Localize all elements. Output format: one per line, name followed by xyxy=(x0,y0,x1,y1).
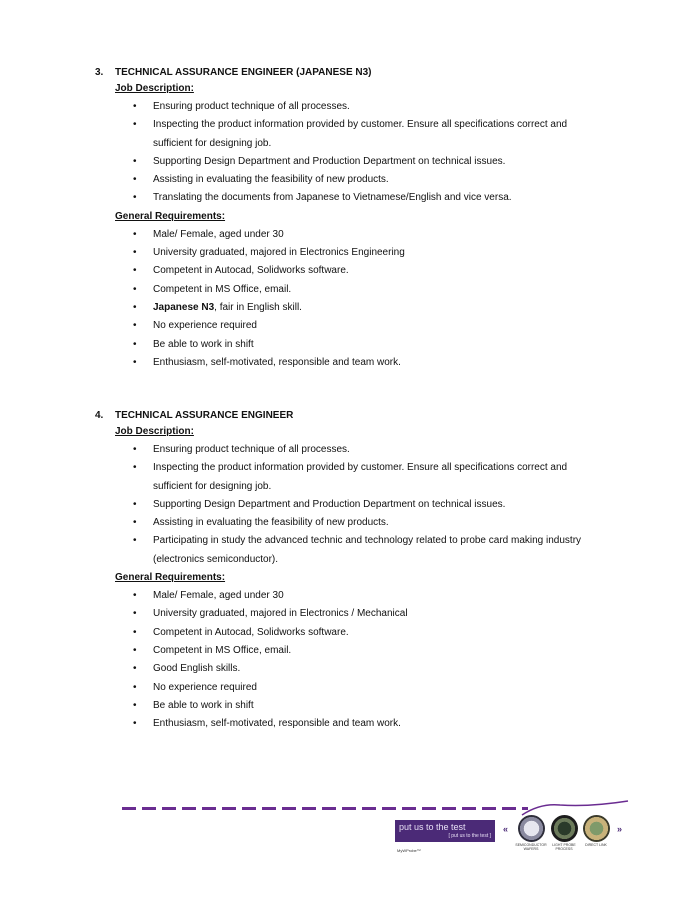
list-item: • Good English skills. xyxy=(133,663,241,675)
list-item: • Translating the documents from Japanese to Vietnamese/English and vice versa. xyxy=(133,192,512,204)
list-item: • Competent in Autocad, Solidworks software. xyxy=(133,626,349,638)
list-item: • Ensuring product technique of all processes. xyxy=(133,101,350,112)
brand-label: MyWProbe™ xyxy=(397,848,421,853)
section-title xyxy=(95,409,655,423)
footer-banner: put us to the test [ put us to the test ] xyxy=(395,820,495,842)
job-description-heading: Job Description: xyxy=(115,83,194,94)
list-item: • No experience required xyxy=(133,320,257,332)
prev-arrow-icon: « xyxy=(503,824,509,834)
japanese-level: Japanese N3 xyxy=(153,301,215,313)
page-footer xyxy=(0,790,700,905)
section-title xyxy=(95,66,655,80)
list-item: • Inspecting the product information provided by customer. Ensure all specifications correct and sufficient for designing job. xyxy=(133,119,568,149)
job-description-heading: Job Description: xyxy=(115,426,194,437)
general-requirements-list xyxy=(95,226,655,372)
device-image-icon xyxy=(583,815,610,842)
next-arrow-icon: » xyxy=(617,824,623,834)
section-title-text: TECHNICAL ASSURANCE ENGINEER xyxy=(115,410,294,421)
list-item: • Ensuring product technique of all processes. xyxy=(133,444,350,455)
general-requirements-list xyxy=(95,587,655,733)
caption-3: DIRECT LINK xyxy=(585,843,607,847)
list-item: • Supporting Design Department and Production Department on technical issues. xyxy=(133,155,506,167)
list-item: • Competent in MS Office, email. xyxy=(133,283,292,295)
list-item: • Assisting in evaluating the feasibility of new products. xyxy=(133,174,389,186)
general-requirements-heading: General Requirements: xyxy=(115,210,226,222)
general-requirements-heading: General Requirements: xyxy=(115,572,226,584)
list-item: • University graduated, majored in Electronics / Mechanical xyxy=(133,608,408,620)
list-item: • Competent in Autocad, Solidworks software. xyxy=(133,265,349,277)
section-3 xyxy=(95,66,655,372)
list-item: • Male/ Female, aged under 30 xyxy=(133,228,284,240)
section-4 xyxy=(95,409,655,733)
list-item: • No experience required xyxy=(133,681,257,693)
list-item: • Enthusiasm, self-motivated, responsible and team work. xyxy=(133,718,401,730)
list-item: • Inspecting the product information provided by customer. Ensure all specifications correct and sufficient for designing job. xyxy=(133,462,568,492)
section-number: 3. xyxy=(95,67,104,78)
list-item: • Male/ Female, aged under 30 xyxy=(133,590,284,602)
job-description-list xyxy=(95,98,655,208)
caption-1: SEMICONDUCTOR WAFERS xyxy=(515,843,547,851)
list-item: • University graduated, majored in Electronics Engineering xyxy=(133,247,405,259)
dashed-divider xyxy=(122,807,528,810)
list-item: • Enthusiasm, self-motivated, responsible and team work. xyxy=(133,356,401,368)
list-item: • Competent in MS Office, email. xyxy=(133,644,292,656)
list-item: • Be able to work in shift xyxy=(133,699,254,711)
list-item: • Assisting in evaluating the feasibility of new products. xyxy=(133,517,389,529)
caption-2: LIGHT PROBE PROCESS xyxy=(552,843,576,851)
section-title-text: TECHNICAL ASSURANCE ENGINEER (JAPANESE N3) xyxy=(115,67,372,78)
list-item: • Be able to work in shift xyxy=(133,338,254,350)
list-item: • Japanese N3, fair in English skill. xyxy=(133,301,302,313)
wafer-image-icon xyxy=(518,815,545,842)
section-number: 4. xyxy=(95,410,104,421)
list-item: • Supporting Design Department and Production Department on technical issues. xyxy=(133,498,506,510)
job-description-list xyxy=(95,441,655,569)
probe-image-icon xyxy=(551,815,578,842)
list-item: • Participating in study the advanced technic and technology related to probe card making industry (electronics semiconductor). xyxy=(133,535,582,565)
